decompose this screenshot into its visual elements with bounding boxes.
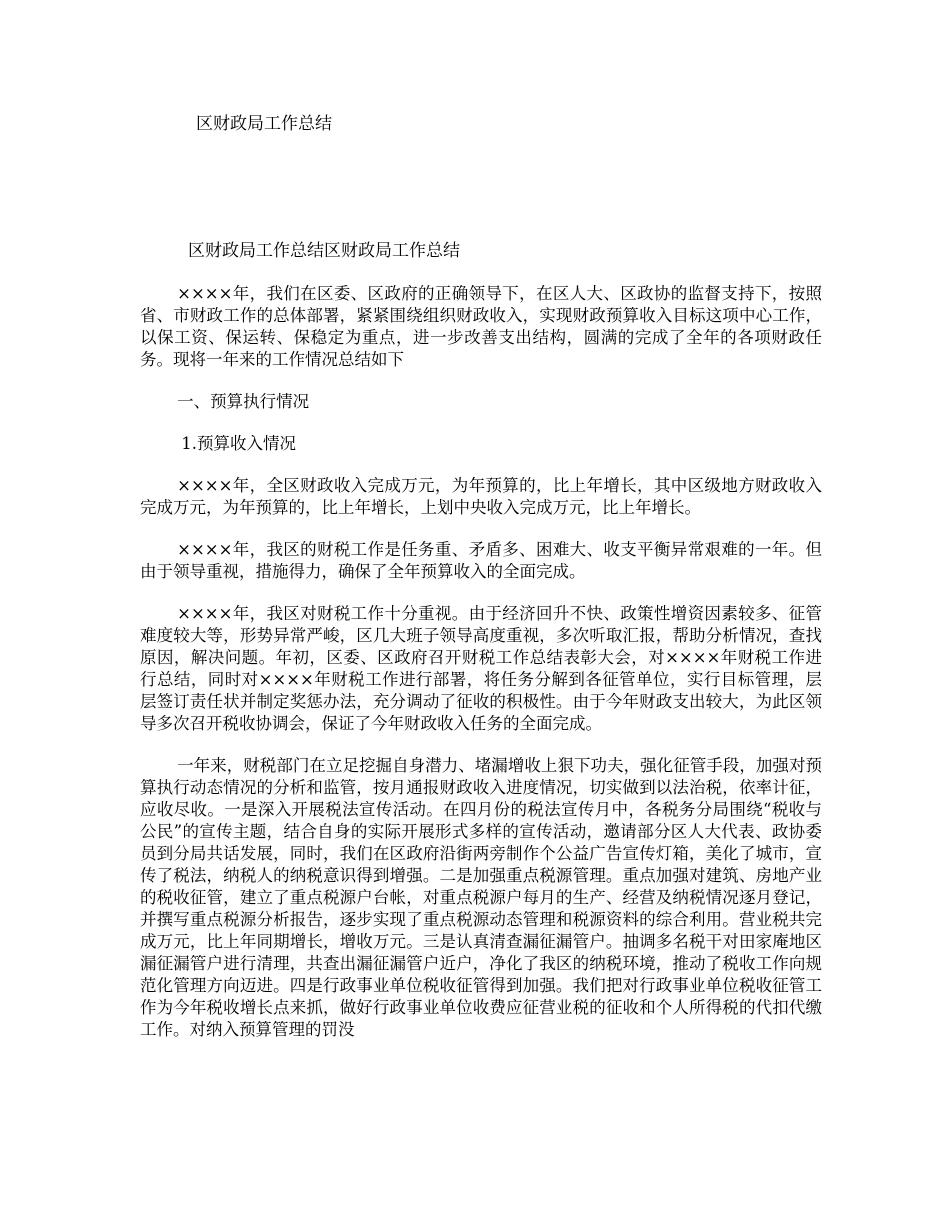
document-body: [140, 283, 822, 1061]
document-title: 区财政局工作总结: [196, 114, 332, 134]
paragraph-collection-measures: 一年来，财税部门在立足挖掘自身潜力、堵漏增收上狠下功夫，强化征管手段，加强对预算执行动态情况的分析和监管，按月通报财政收入进度情况，切实做到以法治税，依率计征，应收尽收。一是深入开展税法宣传活动。在四月份的税法宣传月中，各税务分局围绕“税收与公民”的宣传主题，结合自身的实际开展形式多样的宣传活动，邀请部分区人大代表、政协委员到分局共话发展，同时，我们在区政府沿街两旁制作个公益广告宣传灯箱，美化了城市，宣传了税法，纳税人的纳税意识得到增强。二是加强重点税源管理。重点加强对建筑、房地产业的税收征管，建立了重点税源户台帐，对重点税源户每月的生产、经营及纳税情况逐月登记，并撰写重点税源分析报告，逐步实现了重点税源动态管理和税源资料的综合利用。营业税共完成万元，比上年同期增长，增收万元。三是认真清查漏征漏管户。抽调多名税干对田家庵地区漏征漏管户进行清理，共查出漏征漏管户近户，净化了我区的纳税环境，推动了税收工作向规范化管理方向迈进。四是行政事业单位税收征管得到加强。我们把对行政事业单位税收征管工作为今年税收增长点来抓，做好行政事业单位收费应征营业税的征收和个人所得税的代扣代缴工作。对纳入预算管理的罚没: [140, 756, 822, 1039]
paragraph-intro: ××××年，我们在区委、区政府的正确领导下，在区人大、区政协的监督支持下，按照省、市财政工作的总体部署，紧紧围绕组织财政收入，实现财政预算收入目标这项中心工作，以保工资、保运转、保稳定为重点，进一步改善支出结构，圆满的完成了全年的各项财政任务。现将一年来的工作情况总结如下: [140, 284, 822, 369]
paragraph-leadership-attention: ××××年，我区对财税工作十分重视。由于经济回升不快、政策性增资因素较多、征管难度较大等，形势异常严峻，区几大班子领导高度重视，多次听取汇报，帮助分析情况，查找原因，解决问题。年初，区委、区政府召开财税工作总结表彰大会，对××××年财税工作进行总结，同时对××××年财税工作进行部署，将任务分解到各征管单位，实行目标管理，层层签订责任状并制定奖惩办法，充分调动了征收的积极性。由于今年财政支出较大，为此区领导多次召开税收协调会，保证了今年财政收入任务的全面完成。: [140, 604, 822, 733]
document-subtitle: 区财政局工作总结区财政局工作总结: [188, 241, 460, 261]
paragraph-difficult-year: ××××年，我区的财税工作是任务重、矛盾多、困难大、收支平衡异常艰难的一年。但由于领导重视，措施得力，确保了全年预算收入的全面完成。: [140, 540, 822, 581]
section-heading-budget-execution: 一、预算执行情况: [177, 392, 310, 411]
paragraph-revenue-summary: ××××年，全区财政收入完成万元，为年预算的，比上年增长，其中区级地方财政收入完成万元，为年预算的，比上年增长，上划中央收入完成万元，比上年增长。: [140, 476, 822, 517]
subsection-heading-budget-revenue: 1.预算收入情况: [181, 434, 296, 453]
